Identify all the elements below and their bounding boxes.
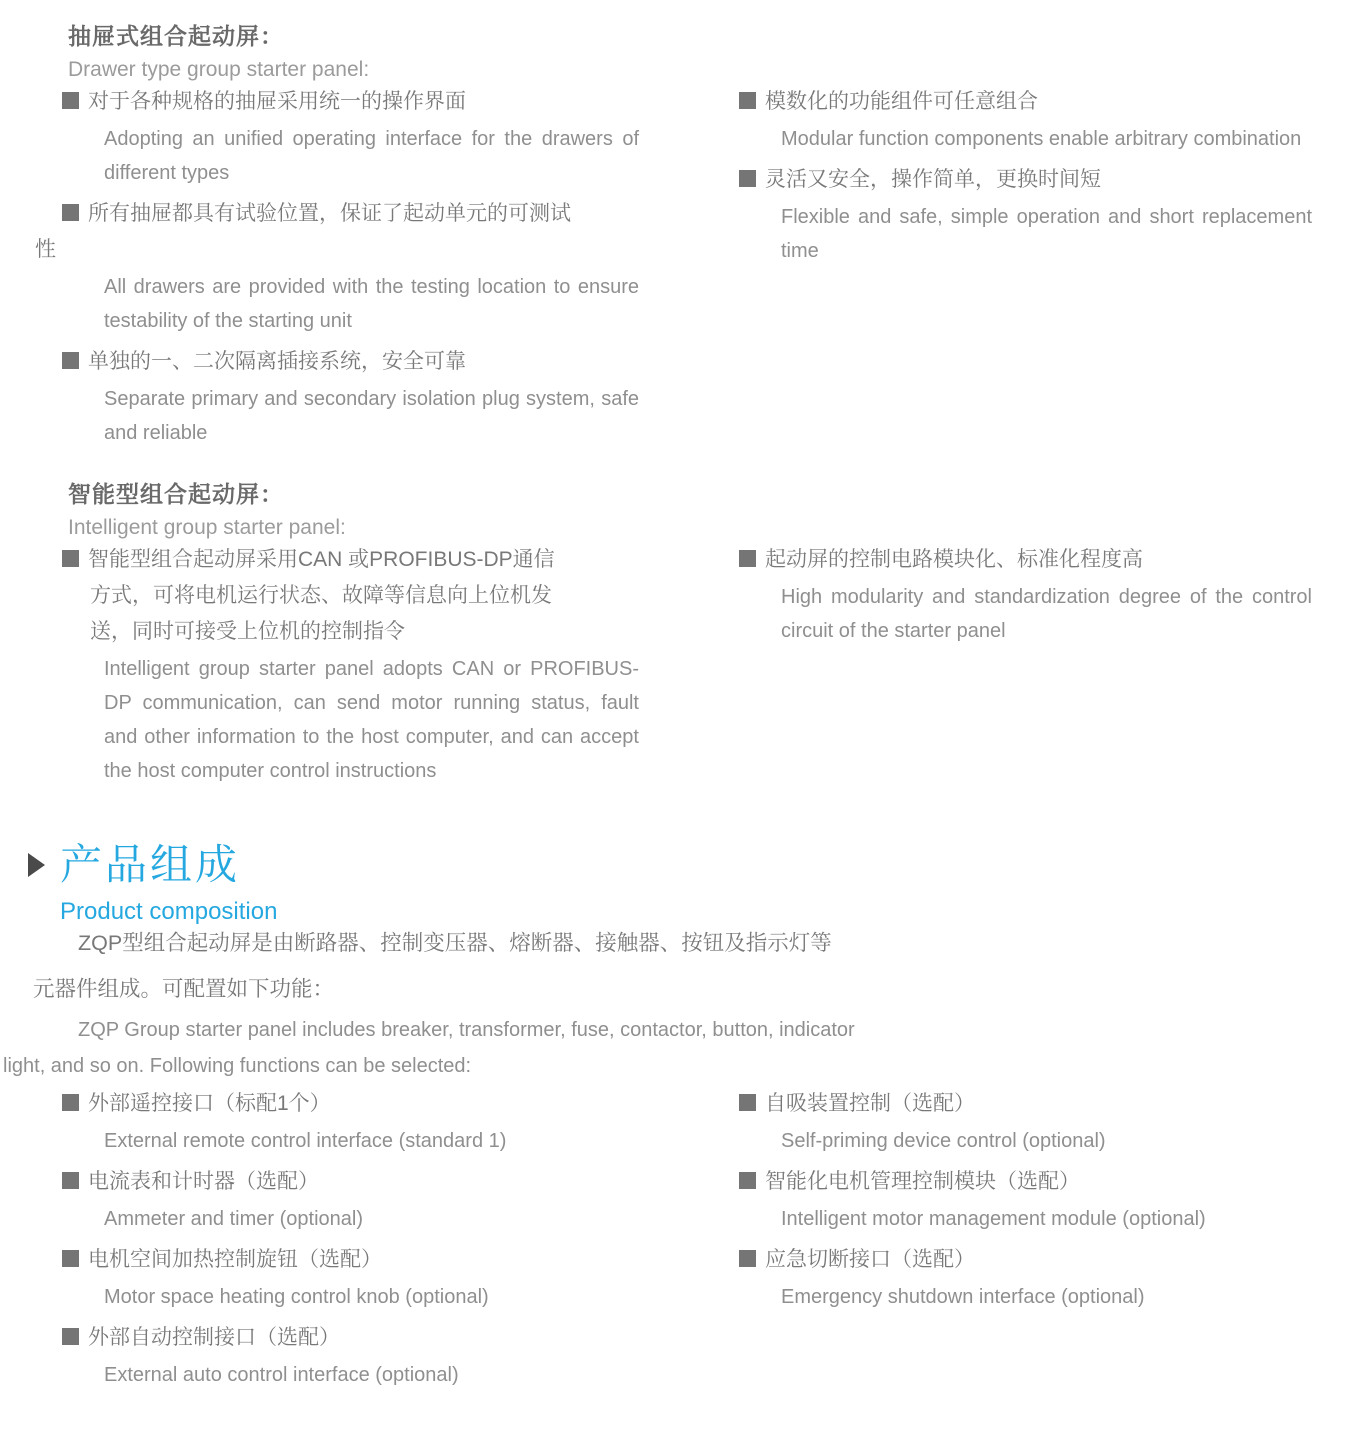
bullet-item-cn-line <box>35 84 639 120</box>
bullet-square-icon <box>739 550 756 567</box>
bullet-item-cn-line <box>35 1086 639 1122</box>
bullet-item-cn-text: 电机空间加热控制旋钮（选配） <box>88 1248 382 1271</box>
bullet-square-icon <box>739 1094 756 1111</box>
intelligent-section-title-cn: 智能型组合起动屏： <box>68 481 284 507</box>
bullet-item-cn-text: 应急切断接口（选配） <box>765 1248 975 1271</box>
bullet-item-cn-line <box>35 196 639 232</box>
bullet-square-icon <box>739 1250 756 1267</box>
bullet-item <box>712 1086 1312 1158</box>
bullet-item <box>712 84 1312 156</box>
composition-right-column <box>712 1086 1312 1320</box>
bullet-square-icon <box>62 550 79 567</box>
composition-section-heading <box>28 832 277 926</box>
bullet-square-icon <box>62 1250 79 1267</box>
bullet-item-cn-text: 起动屏的控制电路模块化、标准化程度高 <box>765 548 1143 571</box>
bullet-item-en-text: All drawers are provided with the testing location to ensure testability of the starting unit <box>104 276 639 332</box>
bullet-item-cn-text: 电流表和计时器（选配） <box>88 1170 319 1193</box>
bullet-item-cn-text: 送，同时可接受上位机的控制指令 <box>90 620 405 643</box>
paragraph-line: ZQP Group starter panel includes breaker, transformer, fuse, contactor, button, indicator <box>78 1019 855 1041</box>
bullet-item <box>712 162 1312 268</box>
composition-title-en: Product composition <box>60 898 278 925</box>
intelligent-section-right-column <box>712 542 1312 654</box>
bullet-item-cn-overflow: 性 <box>35 238 56 261</box>
bullet-item <box>35 344 639 450</box>
bullet-item-cn-line <box>35 1242 639 1278</box>
bullet-square-icon <box>739 170 756 187</box>
bullet-item-en-text: Self-priming device control (optional) <box>781 1130 1106 1152</box>
bullet-item-cn-line <box>712 162 1312 198</box>
bullet-item-en-text: External auto control interface (optional) <box>104 1364 459 1386</box>
bullet-item-en-text: Separate primary and secondary isolation plug system, safe and reliable <box>104 388 639 444</box>
drawer-section-title-cn: 抽屉式组合起动屏： <box>68 23 284 49</box>
bullet-square-icon <box>62 204 79 221</box>
bullet-item-en-text: Motor space heating control knob (optional) <box>104 1286 489 1308</box>
drawer-section-heading <box>68 18 369 82</box>
paragraph-line: light, and so on. Following functions can be selected: <box>3 1055 472 1077</box>
intelligent-section-heading <box>68 476 346 540</box>
bullet-item <box>35 542 639 788</box>
bullet-item-cn-line <box>90 614 639 650</box>
bullet-item-cn-text: 所有抽屉都具有试验位置，保证了起动单元的可测试 <box>88 202 571 225</box>
bullet-item <box>712 542 1312 648</box>
bullet-item-en-text: Intelligent group starter panel adopts CAN or PROFIBUS-DP communication, can send motor running status, fault and other information to the host computer, and can accept the host computer control instructions <box>104 658 639 782</box>
bullet-item-cn-text: 对于各种规格的抽屉采用统一的操作界面 <box>88 90 466 113</box>
bullet-item-cn-text: 外部自动控制接口（选配） <box>88 1326 340 1349</box>
bullet-square-icon <box>62 1094 79 1111</box>
drawer-section-right-column <box>712 84 1312 274</box>
bullet-item-en-text: Emergency shutdown interface (optional) <box>781 1286 1145 1308</box>
bullet-item-cn-line <box>712 542 1312 578</box>
bullet-item-cn-line <box>90 542 639 578</box>
intelligent-section-left-column <box>35 542 639 794</box>
bullet-item-cn-line <box>712 84 1312 120</box>
bullet-square-icon <box>62 92 79 109</box>
bullet-item-en-text: Intelligent motor management module (optional) <box>781 1208 1206 1230</box>
bullet-item <box>35 1086 639 1158</box>
bullet-item-cn-text: 单独的一、二次隔离插接系统，安全可靠 <box>88 350 466 373</box>
drawer-section-left-column <box>35 84 639 456</box>
bullet-item-en-text: High modularity and standardization degree of the control circuit of the starter panel <box>781 586 1312 642</box>
bullet-item-cn-text: 方式，可将电机运行状态、故障等信息向上位机发 <box>90 584 552 607</box>
intelligent-section-title-en: Intelligent group starter panel: <box>68 516 346 539</box>
composition-title-cn: 产品组成 <box>60 841 241 888</box>
bullet-item <box>35 84 639 190</box>
composition-paragraph-en <box>0 1012 930 1084</box>
paragraph-line: ZQP型组合起动屏是由断路器、控制变压器、熔断器、接触器、按钮及指示灯等 <box>78 931 832 955</box>
bullet-item-cn-text: 智能化电机管理控制模块（选配） <box>765 1170 1080 1193</box>
bullet-item-cn-line <box>35 344 639 380</box>
bullet-item <box>35 1164 639 1236</box>
bullet-item-cn-line <box>712 1164 1312 1200</box>
bullet-item <box>712 1164 1312 1236</box>
bullet-item-cn-text: 模数化的功能组件可任意组合 <box>765 90 1038 113</box>
bullet-square-icon <box>62 1172 79 1189</box>
bullet-item <box>712 1242 1312 1314</box>
paragraph-line: 元器件组成。可配置如下功能： <box>33 977 335 1001</box>
bullet-item-cn-line <box>712 1086 1312 1122</box>
composition-paragraph-cn <box>0 920 930 1012</box>
bullet-item-cn-line <box>35 1320 639 1356</box>
bullet-square-icon <box>739 92 756 109</box>
bullet-item-en-text: External remote control interface (standard 1) <box>104 1130 507 1152</box>
bullet-item-cn-line <box>35 1164 639 1200</box>
bullet-item <box>35 1320 639 1392</box>
bullet-item-cn-line <box>712 1242 1312 1278</box>
bullet-item-en-text: Ammeter and timer (optional) <box>104 1208 363 1230</box>
bullet-item-cn-text: 灵活又安全，操作简单，更换时间短 <box>765 168 1101 191</box>
bullet-item-cn-text: 智能型组合起动屏采用CAN 或PROFIBUS-DP通信 <box>88 548 555 571</box>
bullet-item-en-text: Adopting an unified operating interface for the drawers of different types <box>104 128 639 184</box>
bullet-square-icon <box>739 1172 756 1189</box>
section-arrow-icon <box>28 853 45 877</box>
bullet-square-icon <box>62 1328 79 1345</box>
bullet-square-icon <box>62 352 79 369</box>
drawer-section-title-en: Drawer type group starter panel: <box>68 58 370 81</box>
bullet-item-en-text: Flexible and safe, simple operation and short replacement time <box>781 206 1312 262</box>
bullet-item-cn-text: 外部遥控接口（标配1个） <box>88 1092 331 1115</box>
bullet-item-en-text: Modular function components enable arbitrary combination <box>781 128 1302 150</box>
composition-left-column <box>35 1086 639 1398</box>
bullet-item-cn-text: 自吸装置控制（选配） <box>765 1092 975 1115</box>
bullet-item <box>35 1242 639 1314</box>
bullet-item-cn-line <box>90 578 639 614</box>
bullet-item <box>35 196 639 338</box>
